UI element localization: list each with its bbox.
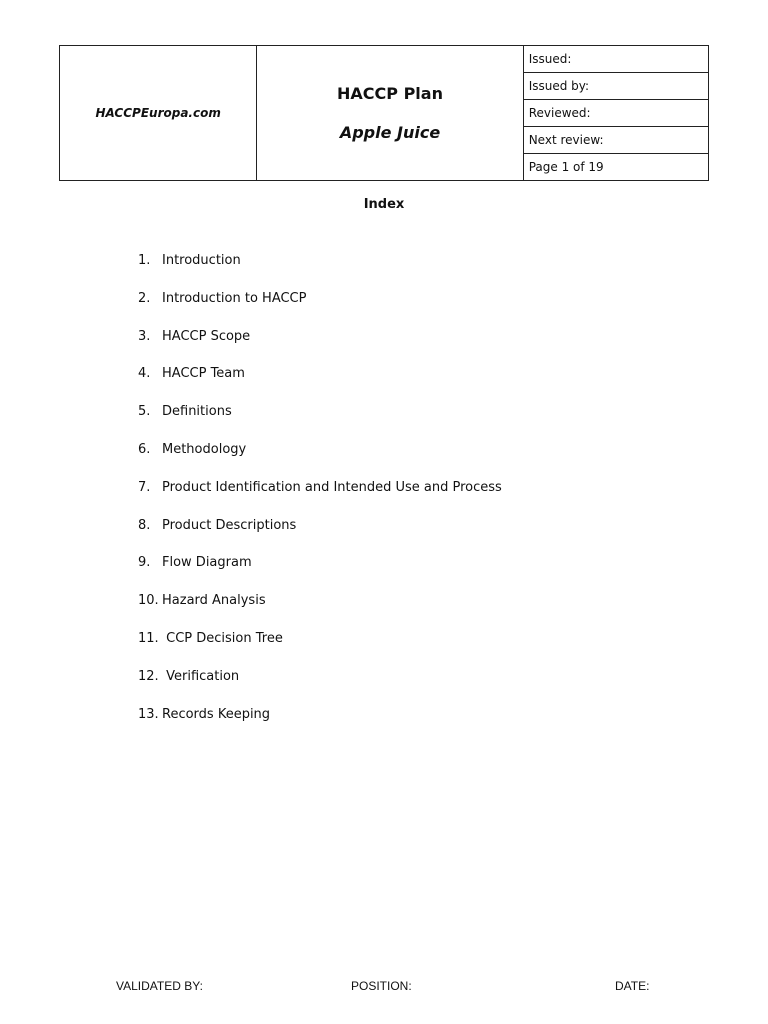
index-item-label: Hazard Analysis	[162, 593, 266, 609]
index-item	[138, 252, 502, 290]
index-item	[138, 706, 502, 744]
index-item	[138, 592, 502, 630]
document-subtitle: Apple Juice	[339, 123, 441, 142]
index-item-number: 4.	[138, 366, 151, 382]
index-item-label: HACCP Scope	[162, 328, 251, 344]
footer-date: DATE:	[615, 979, 650, 993]
document-title: HACCP Plan	[337, 84, 443, 103]
index-item-label: Records Keeping	[162, 706, 271, 722]
index-item-number: 7.	[138, 479, 151, 495]
index-item-number: 9.	[138, 555, 151, 571]
index-heading: Index	[363, 197, 405, 212]
index-item-label: Verification	[162, 668, 240, 684]
page-number: Page 1 of 19	[523, 154, 708, 181]
index-item-number: 2.	[138, 290, 151, 306]
index-item-number: 6.	[138, 441, 151, 457]
index-item-label: Definitions	[162, 404, 232, 420]
issued-by-field: Issued by:	[523, 73, 708, 100]
index-item-number: 13.	[138, 706, 159, 722]
company-brand: HACCPEuropa.com	[60, 46, 257, 181]
index-item	[138, 290, 502, 328]
footer-validated-by: VALIDATED BY:	[116, 979, 203, 993]
index-item-number: 3.	[138, 328, 151, 344]
index-item-label: Product Descriptions	[162, 517, 297, 533]
index-item	[138, 479, 502, 517]
reviewed-field: Reviewed:	[523, 100, 708, 127]
index-item-label: Methodology	[162, 441, 247, 457]
index-item-number: 8.	[138, 517, 151, 533]
index-item	[138, 668, 502, 706]
index-item-label: CCP Decision Tree	[162, 630, 283, 646]
index-list	[138, 252, 502, 743]
index-item-label: Introduction to HACCP	[162, 290, 307, 306]
index-item	[138, 365, 502, 403]
index-item	[138, 517, 502, 555]
index-item-number: 5.	[138, 404, 151, 420]
index-item-label: Introduction	[162, 253, 241, 268]
index-item-number: 10.	[138, 593, 159, 609]
index-item-label: Product Identification and Intended Use and Process	[162, 479, 502, 495]
index-item-number: 12.	[138, 668, 159, 684]
index-item	[138, 441, 502, 479]
index-item-number: 11.	[138, 630, 159, 646]
index-item	[138, 328, 502, 366]
index-item-label: HACCP Team	[162, 366, 245, 382]
index-item-number: 1.	[138, 253, 151, 268]
index-item	[138, 403, 502, 441]
next-review-field: Next review:	[523, 127, 708, 154]
index-item-label: Flow Diagram	[162, 555, 252, 571]
document-header	[59, 45, 709, 181]
index-item	[138, 554, 502, 592]
footer-position: POSITION:	[351, 979, 412, 993]
index-item	[138, 630, 502, 668]
title-block	[257, 46, 523, 181]
issued-field: Issued:	[523, 46, 708, 73]
